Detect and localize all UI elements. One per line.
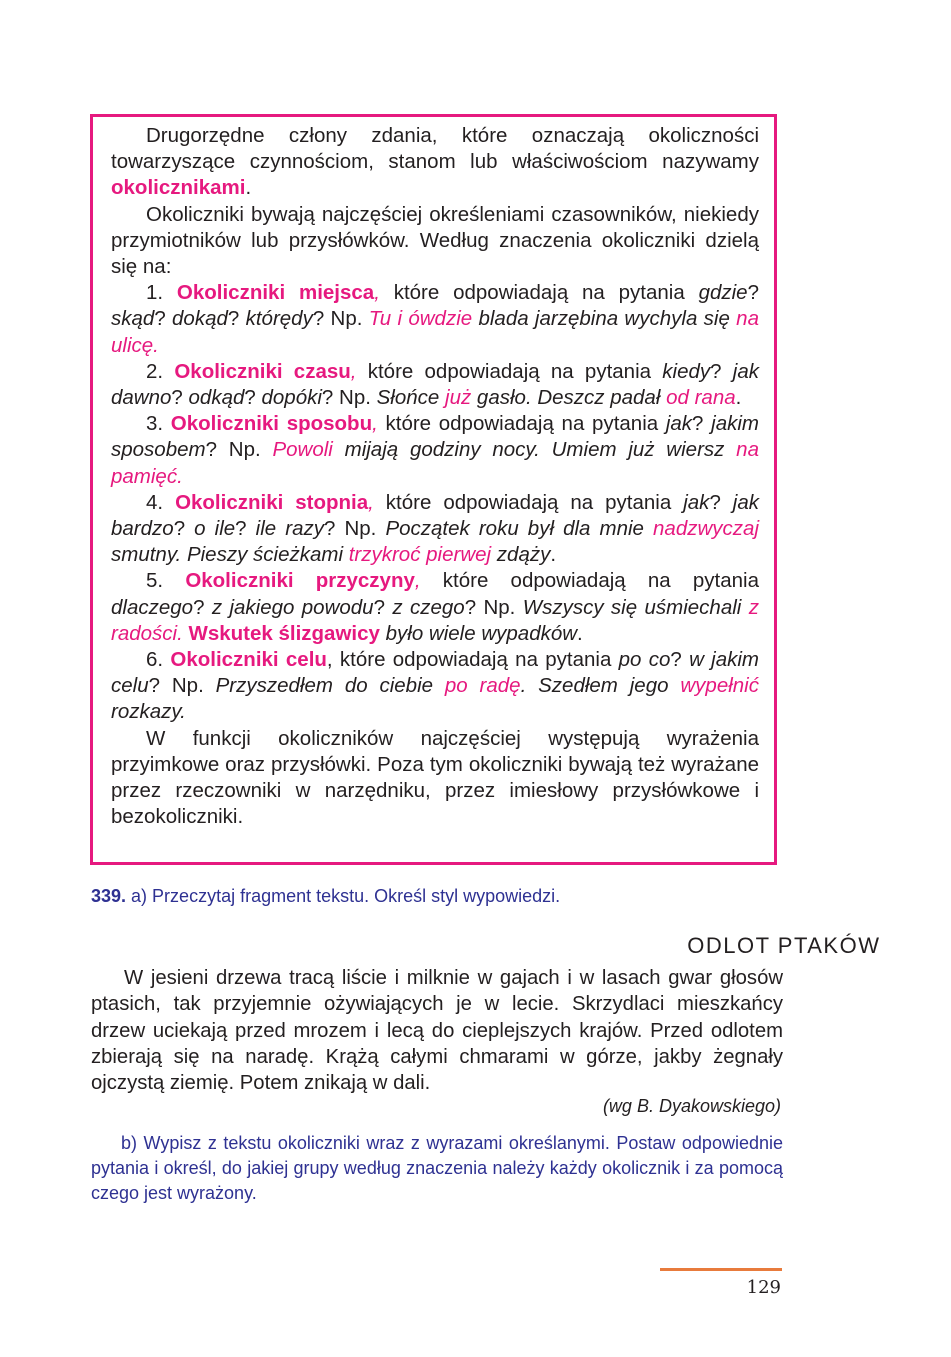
item-name: Okoliczniki przyczyny bbox=[185, 569, 415, 593]
rule-box bbox=[90, 114, 777, 865]
item-name: Okoliczniki miejsca bbox=[176, 281, 375, 305]
footer-rule bbox=[660, 1268, 782, 1271]
item-przyczyny: 5. Okoliczniki przyczyny, które odpowiadają na pytania dlaczego? z jakiego powodu? z czego? Np. Wszyscy się uśmiechali z radości. Wskutek ślizgawicy było wiele wypadków. bbox=[111, 569, 759, 645]
definition-paragraph bbox=[111, 123, 759, 202]
reading-text: W jesieni drzewa tracą liście i milknie w gajach i w lasach gwar głosów ptasich, tak przyjemnie ożywiających je w lecie. Skrzydlaci mieszkańcy drzew uciekają przed mrozem i lecą do cieplejszych krajów. Przed odlotem zbierają się na naradę. Krążą całymi chmarami w górze, jakby żegnały ojczystą ziemię. Potem znikają w dali. bbox=[91, 967, 783, 1095]
task-a-text: a) Przeczytaj fragment tekstu. Określ styl wypowiedzi. bbox=[126, 886, 561, 906]
item-czasu: 2. Okoliczniki czasu, które odpowiadają na pytania kiedy? jak dawno? odkąd? dopóki? Np. Słońce już gasło. Deszcz padał od rana. bbox=[111, 359, 759, 410]
item-miejsca: 1. Okoliczniki miejsca, które odpowiadają na pytania gdzie? skąd? dokąd? którędy? Np. Tu i ówdzie blada jarzębina wychyla się na ulicę. bbox=[111, 281, 759, 357]
exercise-task-b: b) Wypisz z tekstu okoliczniki wraz z wyrazami określanymi. Postaw odpowiednie pytania i określ, do jakiej grupy według znaczenia należy każdy okolicznik i za pomocą czego jest wyrażony. bbox=[91, 1133, 783, 1203]
definition-text: Drugorzędne człony zdania, które oznaczają okoliczności towarzyszące czynnościom, stanom lub właściwościom nazywamy bbox=[111, 124, 759, 174]
exercise-number: 339. bbox=[91, 886, 127, 906]
source-attribution: (wg B. Dyakowskiego) bbox=[602, 1096, 781, 1116]
item-name: Okoliczniki stopnia bbox=[175, 490, 369, 514]
item-sposobu: 3. Okoliczniki sposobu, które odpowiadają na pytania jak? jakim sposobem? Np. Powoli mijają godziny nocy. Umiem już wiersz na pamięć. bbox=[111, 412, 759, 488]
reading-title: ODLOT PTAKÓW bbox=[687, 933, 881, 958]
item-name: Okoliczniki celu bbox=[170, 648, 327, 672]
item-name: Okoliczniki czasu bbox=[174, 359, 351, 383]
definition-end: . bbox=[245, 176, 252, 200]
functions-paragraph: W funkcji okoliczników najczęściej występują wyrażenia przyimkowe oraz przysłówki. Poza tym okoliczniki bywają też wyrażane przez rzeczowniki w narzędniku, przez imiesłowy przysłówkowe i bezokoliczniki. bbox=[111, 726, 759, 829]
page-number: 129 bbox=[746, 1277, 781, 1298]
intro-paragraph: Okoliczniki bywają najczęściej określeniami czasowników, niekiedy przymiotników lub przysłówków. Według znaczenia okoliczniki dzielą się na: bbox=[111, 202, 759, 279]
item-celu: 6. Okoliczniki celu, które odpowiadają na pytania po co? w jakim celu? Np. Przyszedłem do ciebie po radę. Szedłem jego wypełnić rozkazy. bbox=[111, 648, 759, 724]
item-name: Okoliczniki sposobu bbox=[170, 412, 373, 436]
item-stopnia: 4. Okoliczniki stopnia, które odpowiadają na pytania jak? jak bardzo? o ile? ile razy? Np. Początek roku był dla mnie nadzwyczaj smutny. Pieszy ścieżkami trzykroć pierwej zdąży. bbox=[111, 490, 760, 567]
term-okoliczniki: okolicznikami bbox=[111, 176, 246, 200]
exercise-task-a bbox=[91, 884, 781, 908]
